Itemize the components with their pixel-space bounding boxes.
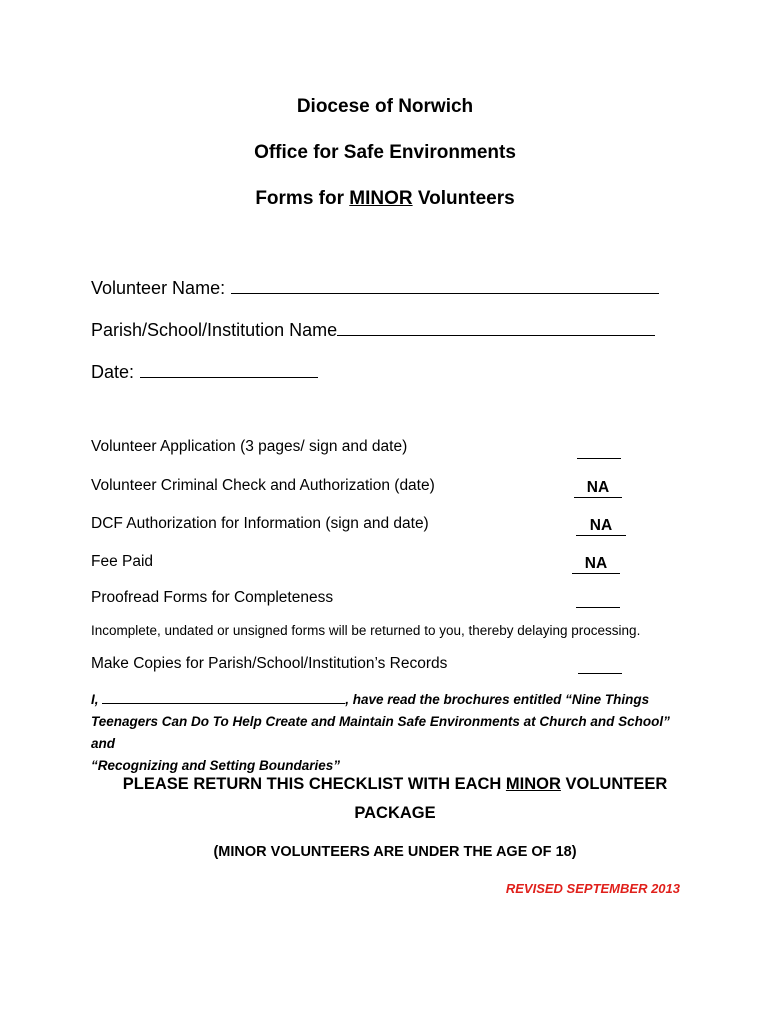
checklist-item-criminal-check: Volunteer Criminal Check and Authorization (date) xyxy=(91,477,435,494)
return-instruction xyxy=(100,770,690,828)
volunteer-name-field xyxy=(91,275,659,299)
office-title: Office for Safe Environments xyxy=(254,142,516,163)
checklist-item-fee: Fee Paid xyxy=(91,553,154,570)
checklist-blank-application[interactable] xyxy=(577,440,621,459)
ack-line2: Teenagers Can Do To Help Create and Maintain Safe Environments at Church and School” and xyxy=(91,714,670,751)
return-emphasis: MINOR xyxy=(505,775,561,793)
acknowledgement-statement xyxy=(91,689,691,777)
checklist-item-copies: Make Copies for Parish/School/Institution’s Records xyxy=(91,655,448,672)
ack-line3: “Recognizing and Setting Boundaries” xyxy=(91,758,341,773)
form-title xyxy=(0,188,770,210)
return-prefix: PLEASE RETURN THIS CHECKLIST WITH EACH xyxy=(122,775,506,793)
parish-field xyxy=(91,317,655,341)
ack-prefix: I, xyxy=(91,692,103,707)
incomplete-forms-note: Incomplete, undated or unsigned forms will be returned to you, thereby delaying processing. xyxy=(91,623,641,638)
diocese-title: Diocese of Norwich xyxy=(296,96,474,117)
date-label: Date: xyxy=(91,362,135,382)
volunteer-name-label: Volunteer Name: xyxy=(91,278,226,298)
form-title-suffix: Volunteers xyxy=(412,188,515,209)
checklist-blank-dcf[interactable]: NA xyxy=(576,517,626,536)
ack-signature-line[interactable] xyxy=(102,689,345,704)
age-note: (MINOR VOLUNTEERS ARE UNDER THE AGE OF 18) xyxy=(213,844,577,860)
return-suffix: VOLUNTEER PACKAGE xyxy=(354,775,668,822)
parish-input[interactable] xyxy=(337,317,655,336)
checklist-blank-proofread[interactable] xyxy=(576,589,620,608)
revision-date: REVISED SEPTEMBER 2013 xyxy=(505,881,680,896)
form-title-emphasis: MINOR xyxy=(349,188,413,209)
checklist-item-proofread: Proofread Forms for Completeness xyxy=(91,589,334,606)
ack-line1: , have read the brochures entitled “Nine Things xyxy=(345,692,650,707)
checklist-blank-fee[interactable]: NA xyxy=(572,555,620,574)
checklist-item-dcf: DCF Authorization for Information (sign and date) xyxy=(91,515,429,532)
checklist-blank-criminal-check[interactable]: NA xyxy=(574,479,622,498)
form-title-prefix: Forms for xyxy=(255,188,350,209)
parish-label: Parish/School/Institution Name xyxy=(91,320,338,340)
checklist-item-application: Volunteer Application (3 pages/ sign and date) xyxy=(91,438,408,455)
volunteer-name-input[interactable] xyxy=(231,275,659,294)
date-field xyxy=(91,359,318,383)
checklist-blank-copies[interactable] xyxy=(578,655,622,674)
date-input[interactable] xyxy=(140,359,318,378)
